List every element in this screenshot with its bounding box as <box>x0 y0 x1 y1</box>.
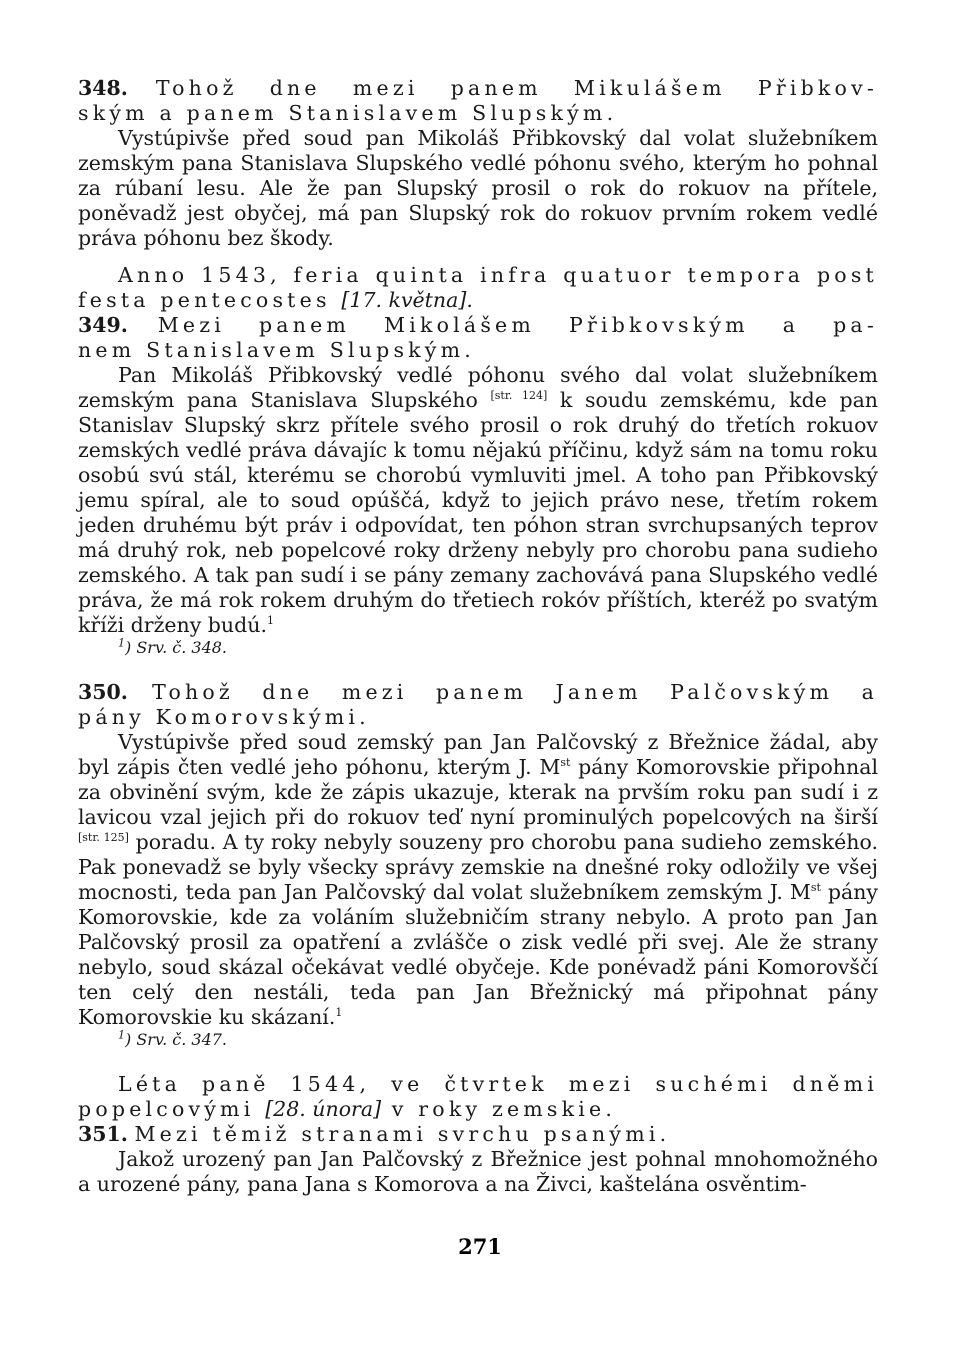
heading-line-2: pány Komorovskými. <box>78 705 370 729</box>
spacer <box>78 251 878 263</box>
footnote-number: 1 <box>118 636 125 650</box>
spacer <box>78 658 878 680</box>
date-bracket: [28. února] <box>265 1097 382 1121</box>
entry-text: Jakož urozený pan Jan Palčovský z Břežnice jest pohnal mnohomožného a urozené pány, pana Jana s Komorova a na Živci, kaštelána osvěntim- <box>78 1147 878 1196</box>
entry-text <box>78 363 878 638</box>
footnote-mark: 1 <box>266 614 274 628</box>
entry-text-c: poradu. A ty roky nebyly souzeny pro chorobu pana sudieho zemského. Pak ponevadž se byly všecky správy zemskie na dnešné roky odložily ve všej mocnosti, teda pan Jan Palčovský dal volat služebníkem zemským J. M <box>78 830 878 904</box>
entry-heading-cont <box>78 101 878 126</box>
footnote: $^1$) Srv. č. 348. <box>118 636 228 657</box>
entry-heading <box>78 313 878 338</box>
entry-heading <box>78 1122 878 1147</box>
footnote-number: 1 <box>118 1028 125 1042</box>
date-text-a: Léta paně 1544, ve čtvrtek mezi suchémi dněmi popelcovými <box>78 1072 878 1121</box>
entry-text-b: pány Komorovskie připohnal za obvinění svým, kde že zápis ukazuje, kterak na prvším roku pan sudí i z lavicou vzal jejich při do rokuov teď nyní prominulých popelcových na širší <box>78 755 878 829</box>
date-text-b: v roky zemskie. <box>391 1097 617 1121</box>
date-heading <box>78 263 878 313</box>
footnote-text: Srv. č. 348. <box>136 638 228 657</box>
entry-heading <box>78 76 878 101</box>
date-heading <box>78 1072 878 1122</box>
entry-heading <box>78 680 878 705</box>
entry-text-a: Pan Mikoláš Přibkovský vedlé póhonu svého dal volat služebníkem zemským pana Stanislava Slupského <box>78 363 878 412</box>
entry-number: 350. <box>78 680 128 704</box>
page-number: 271 <box>458 1234 502 1259</box>
heading-line-2: ským a panem Stanislavem Slupským. <box>78 101 618 125</box>
footnote: $^1$) Srv. č. 347. <box>118 1028 228 1049</box>
heading-line-1: Tohož dne mezi panem Mikulášem Přibkov- <box>155 76 878 100</box>
superscript-st: st <box>560 756 571 770</box>
footnote-text: Srv. č. 347. <box>136 1030 228 1049</box>
entry-text: Vystúpivše před soud pan Mikoláš Přibkovský dal volat služebníkem zemským pana Stanislava Slupského vedlé póhonu svého, kterým ho pohnal za rúbaní lesu. Ale že pan Slupský prosil o rok do rokuov na přítele, poněvadž jest obyčej, má pan Slupský rok do rokuov prvním rokem vedlé práva póhonu bez škody. <box>78 126 878 250</box>
entry-348 <box>78 76 878 251</box>
heading-line-2: nem Stanislavem Slupským. <box>78 338 475 362</box>
entry-text <box>78 730 878 1030</box>
page-body <box>78 76 878 1197</box>
entry-text-a: Vystúpivše před soud zemský pan Jan Palčovský z Břežnice žádal, aby byl zápis čten vedlé jeho póhonu, kterým J. M <box>78 730 878 779</box>
entry-heading-cont <box>78 705 878 730</box>
spacer <box>78 1050 878 1072</box>
footnote-mark: 1 <box>335 1006 343 1020</box>
heading-line-1: Mezi panem Mikolášem Přibkovským a pa- <box>157 313 878 337</box>
page-marker: [str. 125] <box>78 831 129 845</box>
entry-text-b: k soudu zemskému, kde pan Stanislav Slupský skrz přítele svého prosil o rok druhý do třetích rokuov zemských vedlé práva dávajíc k tomu nějakú příčinu, když sám na tomu roku osobú svú stál, kterému se chorobú vymluviti jmel. A toho pan Přibkovský jemu spíral, ale to soud opúščá, když to jejich právo nese, třetím rokem jeden druhému být práv i odpovídat, ten póhon stran svrchupsaných teprov má druhý rok, neb popelcové roky drženy nebyly pro chorobu pana sudieho zemského. A tak pan sudí i se pány zemany zachovává pana Slupského vedlé práva, že má rok rokem druhým do třetiech rokóv příštích, kteréž po svatým kříži drženy budú. <box>78 388 879 637</box>
heading-line-1: Tohož dne mezi panem Janem Palčovským a <box>152 680 878 704</box>
superscript-st: st <box>810 881 821 895</box>
entry-350 <box>78 680 878 1050</box>
entry-351 <box>78 1122 878 1197</box>
entry-heading-cont <box>78 338 878 363</box>
entry-text-d: pány Komorovskie, kde za voláním služebničím strany nebylo. A proto pan Jan Palčovský prosil za opatření a zvlášče o zisk vedlé při svej. Ale že strany nebylo, soud skázal očekávat vedlé obyčeje. Kde ponévadž páni Komorovščí ten celý den nestáli, teda pan Jan Břežnický má připohnat pány Komorovskie ku skázaní. <box>78 880 878 1029</box>
entry-349 <box>78 313 878 658</box>
heading-line-1: Mezi těmiž stranami svrchu psanými. <box>134 1122 671 1146</box>
date-bracket: [17. května]. <box>341 288 473 312</box>
entry-number: 349. <box>78 313 128 337</box>
page-marker: [str. 124] <box>490 389 548 403</box>
entry-number: 348. <box>78 76 128 100</box>
date-text: Anno 1543, feria quinta infra quatuor tempora post festa pentecostes <box>78 263 878 312</box>
entry-number: 351. <box>78 1122 128 1146</box>
